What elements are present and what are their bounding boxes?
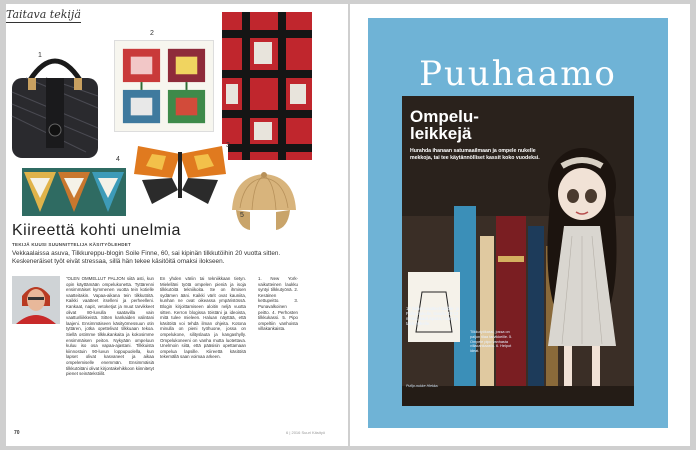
cover-heading-line-1: Ompelu-: [410, 107, 479, 126]
red-black-quilt-photo: [222, 12, 312, 160]
article-column-2: En yhden väriin tai tekniikkaan tietyn. Mielelläni työtä ompelen pieniä ja isoja tilkkutöitä tekniikoita. Se on ihmisen sydämen ääni. Kaikki värit ovat kauniita, kunhan ne ovat oikeassa ympäristössä. Blogin kirjoittamiseen aloitin neljä vuotta sitten. Kerron blogissa töistäni ja ideoista, mitä tulee mieleen. Haluan näyttää, että käsitöitä voi tehdä ilman ohjeita. Kotona minulla on pieni työhuone, jossa on ompelukone, silityslauta ja kangashylly. Ompelukoneeni on vanha mutta luotettava. Unelmoin siitä, että pääsisin opettamaan ompelua lapsille. Kiireettä käsitöitä tekemällä saan voimaa arkeen.: [160, 276, 246, 360]
article-headline: Kiireettä kohti unelmia: [12, 222, 181, 239]
page-number: 70: [14, 430, 20, 436]
photo-number-1: 1: [38, 52, 42, 59]
photo-number-4: 4: [116, 156, 120, 163]
puuhaamo-cover: [368, 18, 668, 428]
cover-title: Puuhaamo: [419, 54, 617, 94]
photo-number-2: 2: [150, 30, 154, 37]
section-tag: Taitava tekijä: [6, 8, 81, 21]
article-byline: TEKIJÄ KUUSI SUUNNITTELIJA KÄSITYÖLEHDET: [12, 242, 132, 247]
cover-heading-line-2: leikkejä: [410, 124, 472, 143]
photo-number-3: 3: [226, 142, 230, 149]
flower-quilt-photo: [114, 40, 214, 132]
photo-number-5: 5: [240, 212, 244, 219]
butterfly-quilt-photo: [132, 144, 228, 208]
bag-photo: [6, 48, 104, 160]
article-lead: Vekkaalaissa asuva, Tilkkureppu-blogin Soile Finne, 60, sai kipinän tilkkutöihin 20 vuotta sitten. Keskeneräiset työt eivät stressaa, sillä hän tekee käsitöitä omaksi ilokseen.: [12, 250, 281, 265]
hat-photo: [226, 170, 300, 232]
fox-quilt-photo: [22, 168, 126, 216]
author-portrait: [12, 276, 60, 324]
cover-heading: [410, 108, 479, 142]
photo-captions: 1. New York-vaikutteinen laukku syntyi tilkkutyönä. 2. Kesäinen kettupeitto. 3. Punavalkoinen peitto. 4. Perhosten tilkkukassi. 5. Pipo ompeltiin vanhoista villakankaista.: [258, 276, 298, 332]
cover-caption-right: Tilkkutyökassi, jossa on paljon tilaa tarvikkeille. 5. Ompele pipo vanhasta villakankaasta. 6. Helpot ideat.: [470, 330, 513, 354]
cover-caption-main: 12 Nuken vaatteet Barbie- ja Pullip-nukelle. Sivuilla 10-12 mekot, kauluspaita, hame ja takki nukelle.: [406, 306, 460, 326]
issue-footer: 6 | 2016 Suuri Käsityö: [286, 430, 326, 435]
article-column-1: "OLEN OMMELLUT PALJON siitä asti, kun opin käyttämään ompelukonetta. Tyttärenni ensimmäiset kymmenen vuotta tein kotielle vaatteitakin. Vapaa-aikana tein tilkkutöitä. Kaikki vaatteet itselleni ja perheelleni. Kankaat, napit, vetoketjut ja muut tarvikkeet olivat 80-luvulla saatavilla vain vaatturiliikkeistä. Sitten kankaiden valintani laajeni. Ensimmäiseen käsityömessuun otin tyttären, jotka opettelivat tilkkuaan tekoa. Siellä ostimme tilkkukankaita ja kokosimme ensimmäisen peiton. Nykyään ompeluun kuluu iso osa vapaa-ajastani. Tilkkuista kiinnostuin 90-luvun loppupuolella, kun lapset olivat kasvaneet ja aikaa ompelemiselle enemmän. Ensimmäisiä tilkkutöitäni olivat kirjontakehikkoon kiinnitetyt pienet seinätekstiilit.: [66, 276, 154, 377]
cover-photo-credit: Pullip-nukke Hiekka.: [406, 384, 439, 388]
cover-subheading: Hurahda ihanaan satumaailmaan ja ompele nukelle mekkoja, tai tee käytännölliset kassit koko vuodeksi.: [410, 148, 540, 161]
